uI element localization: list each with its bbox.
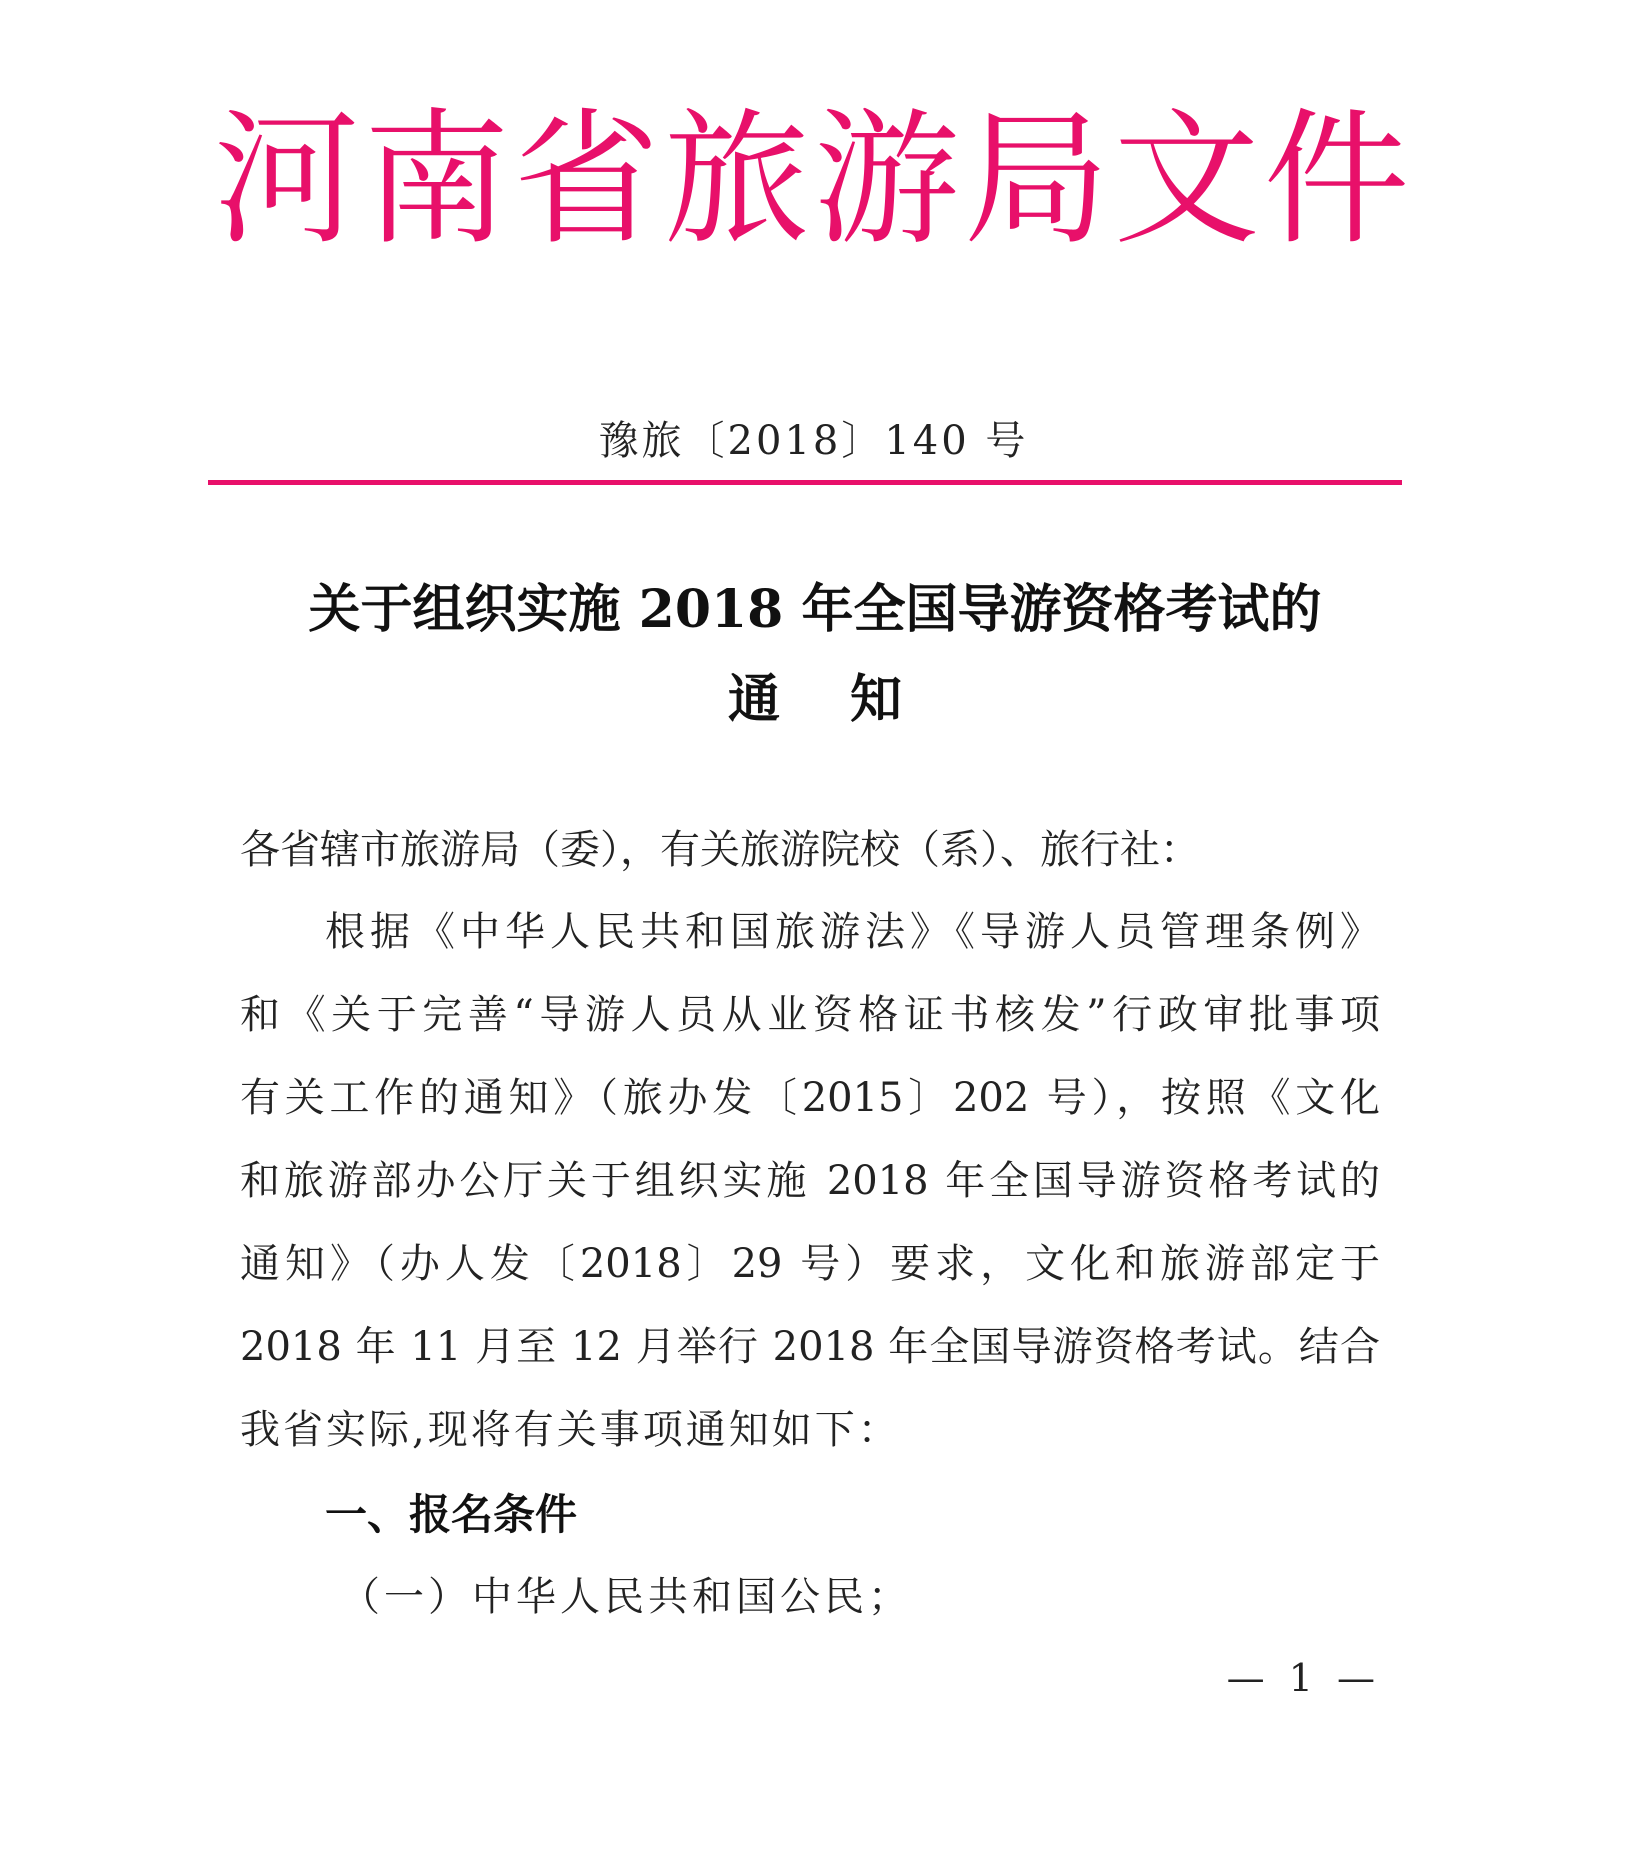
section-heading-registration-conditions: 一、报名条件: [325, 1490, 578, 1539]
paragraph-line-5: 通知》（办人发〔2018〕29 号）要求，文化和旅游部定于: [240, 1241, 1380, 1287]
addressee-line: 各省辖市旅游局（委），有关旅游院校（系）、旅行社：: [240, 827, 1200, 873]
notice-title-line-2: 通知: [727, 669, 972, 730]
paragraph-line-1: 根据《中华人民共和国旅游法》《导游人员管理条例》: [325, 909, 1380, 955]
document-number: 豫旅〔2018〕140 号: [598, 418, 1029, 464]
notice-title-line-1: 关于组织实施 2018 年全国导游资格考试的: [308, 579, 1322, 640]
paragraph-line-4: 和旅游部办公厅关于组织实施 2018 年全国导游资格考试的: [240, 1158, 1380, 1204]
paragraph-line-2: 和《关于完善“导游人员从业资格证书核发”行政审批事项: [240, 992, 1380, 1038]
red-divider-line: [208, 480, 1402, 485]
page-number: — 1 —: [1226, 1656, 1381, 1700]
paragraph-line-3: 有关工作的通知》（旅办发〔2015〕202 号），按照《文化: [240, 1075, 1380, 1121]
masthead-title: 河南省旅游局文件: [213, 95, 1414, 265]
condition-item-1: （一）中华人民共和国公民；: [340, 1574, 912, 1620]
paragraph-line-7: 我省实际,现将有关事项通知如下：: [240, 1407, 901, 1453]
paragraph-line-6: 2018 年 11 月至 12 月举行 2018 年全国导游资格考试。结合: [240, 1324, 1380, 1370]
